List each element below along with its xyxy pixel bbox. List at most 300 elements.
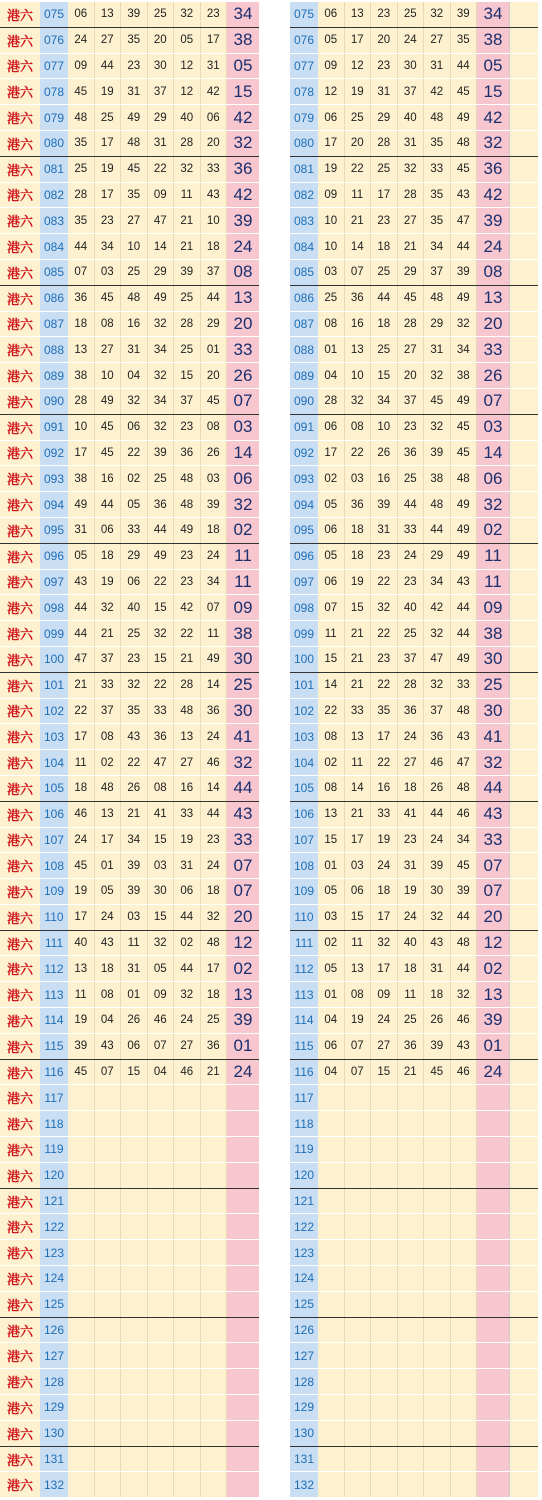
drawn-number	[345, 1318, 372, 1343]
drawn-number: 06	[318, 570, 345, 595]
drawn-number: 41	[398, 802, 425, 827]
drawn-number: 18	[398, 776, 425, 801]
filler-column	[509, 157, 538, 182]
special-number: 12	[477, 931, 509, 956]
drawn-number: 43	[451, 1034, 478, 1059]
table-row	[290, 131, 538, 157]
drawn-number: 48	[121, 286, 148, 311]
table-row	[290, 312, 538, 338]
drawn-number: 29	[398, 260, 425, 285]
drawn-number: 16	[121, 312, 148, 337]
special-number: 20	[477, 905, 509, 930]
issue-number: 111	[40, 931, 68, 956]
special-number	[227, 1447, 259, 1472]
filler-column	[509, 853, 538, 878]
special-number: 15	[477, 79, 509, 104]
drawn-number: 06	[201, 105, 228, 130]
drawn-number: 32	[95, 595, 122, 620]
table-row	[290, 853, 538, 879]
special-number: 41	[477, 724, 509, 749]
issue-number: 108	[40, 853, 68, 878]
drawn-number	[345, 1240, 372, 1265]
special-number: 07	[477, 389, 509, 414]
table-row	[0, 79, 259, 105]
special-number: 30	[477, 699, 509, 724]
drawn-number: 37	[174, 389, 201, 414]
table-row	[0, 441, 259, 467]
drawn-number: 45	[451, 853, 478, 878]
table-row	[0, 208, 259, 234]
drawn-number	[371, 1111, 398, 1136]
issue-number: 110	[290, 905, 318, 930]
drawn-number: 32	[345, 389, 372, 414]
drawn-number: 25	[174, 337, 201, 362]
drawn-number: 37	[424, 260, 451, 285]
drawn-number	[201, 1137, 228, 1162]
drawn-number: 39	[148, 441, 175, 466]
drawn-number	[398, 1163, 425, 1188]
drawn-number	[451, 1447, 478, 1472]
drawn-number: 10	[95, 363, 122, 388]
drawn-number	[68, 1137, 95, 1162]
issue-number: 107	[40, 828, 68, 853]
drawn-number: 17	[201, 956, 228, 981]
drawn-number: 08	[318, 724, 345, 749]
lottery-name-label: 港六	[0, 1137, 40, 1162]
drawn-number: 34	[424, 570, 451, 595]
drawn-number	[174, 1395, 201, 1420]
special-number	[227, 1137, 259, 1162]
issue-number: 122	[40, 1214, 68, 1239]
table-row	[290, 544, 538, 570]
table-row	[290, 879, 538, 905]
drawn-number: 04	[318, 363, 345, 388]
drawn-number: 05	[318, 492, 345, 517]
drawn-number: 35	[424, 131, 451, 156]
drawn-number	[398, 1137, 425, 1162]
lottery-name-label: 港六	[0, 982, 40, 1007]
drawn-number: 48	[451, 776, 478, 801]
drawn-number: 02	[318, 466, 345, 491]
filler-column	[509, 28, 538, 53]
special-number	[477, 1472, 509, 1497]
table-row	[290, 828, 538, 854]
drawn-number	[424, 1214, 451, 1239]
lottery-name-label: 港六	[0, 363, 40, 388]
drawn-number: 44	[451, 234, 478, 259]
drawn-number: 20	[201, 363, 228, 388]
special-number: 44	[227, 776, 259, 801]
lottery-name-label: 港六	[0, 853, 40, 878]
special-number: 13	[227, 286, 259, 311]
drawn-number: 49	[451, 389, 478, 414]
drawn-number: 17	[371, 724, 398, 749]
special-number	[477, 1111, 509, 1136]
special-number	[227, 1343, 259, 1368]
drawn-number: 17	[318, 441, 345, 466]
drawn-number: 01	[95, 853, 122, 878]
filler-column	[509, 312, 538, 337]
issue-number: 095	[290, 518, 318, 543]
drawn-number	[148, 1214, 175, 1239]
drawn-number	[424, 1447, 451, 1472]
drawn-number: 25	[398, 621, 425, 646]
issue-number: 127	[40, 1343, 68, 1368]
filler-column	[509, 337, 538, 362]
special-number	[477, 1163, 509, 1188]
drawn-number: 49	[451, 518, 478, 543]
drawn-number: 25	[174, 286, 201, 311]
drawn-number: 36	[345, 492, 372, 517]
drawn-number	[174, 1189, 201, 1214]
drawn-number: 11	[68, 750, 95, 775]
table-row	[0, 1214, 259, 1240]
drawn-number: 48	[451, 466, 478, 491]
special-number: 24	[227, 234, 259, 259]
lottery-name-label: 港六	[0, 1111, 40, 1136]
table-row	[0, 879, 259, 905]
drawn-number: 28	[318, 389, 345, 414]
drawn-number: 16	[371, 776, 398, 801]
drawn-number	[174, 1266, 201, 1291]
filler-column	[509, 905, 538, 930]
drawn-number: 03	[121, 905, 148, 930]
drawn-number: 16	[174, 776, 201, 801]
drawn-number	[318, 1292, 345, 1317]
drawn-number: 30	[398, 54, 425, 79]
drawn-number: 15	[148, 595, 175, 620]
special-number: 08	[227, 260, 259, 285]
drawn-number: 36	[148, 724, 175, 749]
lottery-name-label: 港六	[0, 1343, 40, 1368]
issue-number: 077	[40, 54, 68, 79]
drawn-number: 35	[121, 183, 148, 208]
drawn-number	[424, 1189, 451, 1214]
drawn-number: 45	[95, 415, 122, 440]
drawn-number	[398, 1240, 425, 1265]
special-number: 11	[477, 544, 509, 569]
issue-number: 098	[40, 595, 68, 620]
table-row	[0, 492, 259, 518]
drawn-number: 18	[201, 518, 228, 543]
drawn-number: 43	[451, 724, 478, 749]
issue-number: 075	[290, 2, 318, 27]
drawn-number	[345, 1266, 372, 1291]
drawn-number: 19	[398, 879, 425, 904]
filler-column	[509, 1266, 538, 1291]
lottery-name-label: 港六	[0, 105, 40, 130]
drawn-number: 44	[174, 956, 201, 981]
table-row	[0, 802, 259, 828]
drawn-number	[68, 1395, 95, 1420]
drawn-number: 22	[345, 441, 372, 466]
drawn-number: 44	[174, 905, 201, 930]
drawn-number: 44	[451, 621, 478, 646]
table-row	[290, 1137, 538, 1163]
special-number: 24	[477, 1060, 509, 1085]
drawn-number	[345, 1472, 372, 1497]
drawn-number: 34	[201, 570, 228, 595]
filler-column	[509, 466, 538, 491]
drawn-number: 31	[68, 518, 95, 543]
special-number: 34	[227, 2, 259, 27]
table-row	[0, 1395, 259, 1421]
lottery-name-label: 港六	[0, 1240, 40, 1265]
drawn-number: 49	[174, 518, 201, 543]
issue-number: 120	[40, 1163, 68, 1188]
drawn-number	[398, 1343, 425, 1368]
drawn-number: 46	[148, 1008, 175, 1033]
drawn-number: 40	[174, 105, 201, 130]
issue-number: 107	[290, 828, 318, 853]
drawn-number: 46	[451, 1008, 478, 1033]
special-number: 06	[477, 466, 509, 491]
drawn-number: 35	[424, 208, 451, 233]
drawn-number	[95, 1472, 122, 1497]
drawn-number: 03	[201, 466, 228, 491]
special-number: 43	[227, 802, 259, 827]
drawn-number	[148, 1472, 175, 1497]
drawn-number	[318, 1163, 345, 1188]
drawn-number: 13	[68, 337, 95, 362]
table-row	[0, 1318, 259, 1344]
drawn-number	[318, 1137, 345, 1162]
table-row	[0, 260, 259, 286]
lottery-name-label: 港六	[0, 1085, 40, 1110]
table-row	[0, 647, 259, 673]
issue-number: 094	[290, 492, 318, 517]
table-row	[290, 234, 538, 260]
filler-column	[509, 828, 538, 853]
special-number: 42	[227, 105, 259, 130]
table-row	[290, 389, 538, 415]
drawn-number: 19	[371, 828, 398, 853]
drawn-number: 44	[451, 54, 478, 79]
drawn-number: 32	[174, 2, 201, 27]
drawn-number: 04	[121, 363, 148, 388]
drawn-number	[95, 1137, 122, 1162]
table-row	[0, 1369, 259, 1395]
issue-number: 106	[290, 802, 318, 827]
drawn-number: 11	[345, 931, 372, 956]
drawn-number: 18	[201, 234, 228, 259]
drawn-number: 39	[121, 879, 148, 904]
special-number: 07	[477, 853, 509, 878]
filler-column	[509, 544, 538, 569]
drawn-number: 25	[121, 260, 148, 285]
drawn-number: 44	[371, 286, 398, 311]
special-number: 32	[227, 492, 259, 517]
drawn-number: 18	[371, 234, 398, 259]
issue-number: 117	[40, 1085, 68, 1110]
drawn-number: 17	[345, 828, 372, 853]
drawn-number: 40	[68, 931, 95, 956]
table-row	[0, 544, 259, 570]
issue-number: 094	[40, 492, 68, 517]
filler-column	[509, 1292, 538, 1317]
drawn-number: 35	[68, 131, 95, 156]
issue-number: 083	[40, 208, 68, 233]
filler-column	[509, 1421, 538, 1446]
drawn-number	[345, 1111, 372, 1136]
drawn-number: 45	[201, 389, 228, 414]
drawn-number: 49	[95, 389, 122, 414]
special-number	[477, 1369, 509, 1394]
drawn-number: 23	[121, 647, 148, 672]
lottery-name-label: 港六	[0, 905, 40, 930]
drawn-number	[371, 1318, 398, 1343]
issue-number: 132	[40, 1472, 68, 1497]
filler-column	[509, 931, 538, 956]
drawn-number: 15	[345, 595, 372, 620]
issue-number: 091	[290, 415, 318, 440]
table-row	[0, 1421, 259, 1447]
drawn-number: 33	[398, 518, 425, 543]
drawn-number: 33	[451, 673, 478, 698]
drawn-number: 43	[424, 931, 451, 956]
drawn-number: 28	[398, 183, 425, 208]
drawn-number	[148, 1163, 175, 1188]
drawn-number: 24	[95, 905, 122, 930]
special-number	[227, 1189, 259, 1214]
lottery-name-label: 港六	[0, 802, 40, 827]
drawn-number: 12	[174, 54, 201, 79]
drawn-number: 24	[201, 724, 228, 749]
drawn-number: 10	[68, 415, 95, 440]
drawn-number	[318, 1240, 345, 1265]
drawn-number: 45	[95, 441, 122, 466]
special-number: 01	[477, 1034, 509, 1059]
drawn-number: 34	[451, 337, 478, 362]
drawn-number	[201, 1163, 228, 1188]
drawn-number: 35	[371, 699, 398, 724]
drawn-number: 44	[424, 518, 451, 543]
filler-column	[509, 441, 538, 466]
drawn-number: 23	[174, 544, 201, 569]
special-number: 09	[227, 595, 259, 620]
issue-number: 081	[40, 157, 68, 182]
drawn-number	[174, 1472, 201, 1497]
drawn-number: 02	[121, 466, 148, 491]
drawn-number	[121, 1369, 148, 1394]
drawn-number	[148, 1292, 175, 1317]
drawn-number: 44	[201, 802, 228, 827]
drawn-number: 13	[345, 956, 372, 981]
drawn-number	[318, 1189, 345, 1214]
drawn-number: 31	[121, 337, 148, 362]
drawn-number	[201, 1189, 228, 1214]
filler-column	[509, 776, 538, 801]
drawn-number: 07	[95, 1060, 122, 1085]
special-number	[227, 1395, 259, 1420]
drawn-number: 03	[95, 260, 122, 285]
drawn-number: 10	[201, 208, 228, 233]
special-number: 38	[227, 621, 259, 646]
issue-number: 098	[290, 595, 318, 620]
drawn-number: 37	[148, 79, 175, 104]
drawn-number	[95, 1085, 122, 1110]
special-number: 03	[477, 415, 509, 440]
drawn-number: 05	[174, 28, 201, 53]
table-row	[290, 1343, 538, 1369]
drawn-number: 48	[174, 466, 201, 491]
issue-number: 096	[40, 544, 68, 569]
drawn-number	[148, 1447, 175, 1472]
drawn-number	[201, 1395, 228, 1420]
table-row	[290, 518, 538, 544]
drawn-number: 19	[95, 570, 122, 595]
table-row	[290, 1472, 538, 1498]
filler-column	[509, 1008, 538, 1033]
drawn-number	[174, 1343, 201, 1368]
lottery-name-label: 港六	[0, 492, 40, 517]
drawn-number: 10	[121, 234, 148, 259]
drawn-number: 17	[318, 131, 345, 156]
drawn-number	[95, 1163, 122, 1188]
drawn-number: 39	[451, 2, 478, 27]
drawn-number	[451, 1369, 478, 1394]
drawn-number	[318, 1395, 345, 1420]
drawn-number: 26	[201, 441, 228, 466]
drawn-number: 23	[121, 54, 148, 79]
drawn-number: 34	[148, 337, 175, 362]
table-row	[290, 1395, 538, 1421]
drawn-number	[398, 1214, 425, 1239]
drawn-number: 03	[318, 905, 345, 930]
issue-number: 099	[290, 621, 318, 646]
drawn-number: 07	[345, 260, 372, 285]
filler-column	[509, 1240, 538, 1265]
issue-number: 079	[40, 105, 68, 130]
drawn-number: 10	[318, 208, 345, 233]
drawn-number: 04	[318, 1060, 345, 1085]
drawn-number	[201, 1369, 228, 1394]
filler-column	[509, 1343, 538, 1368]
drawn-number: 32	[148, 415, 175, 440]
drawn-number: 13	[174, 724, 201, 749]
table-row	[0, 1085, 259, 1111]
filler-column	[509, 208, 538, 233]
drawn-number	[424, 1266, 451, 1291]
filler-column	[509, 1447, 538, 1472]
special-number	[477, 1395, 509, 1420]
drawn-number: 07	[201, 595, 228, 620]
issue-number: 090	[40, 389, 68, 414]
drawn-number: 44	[424, 802, 451, 827]
drawn-number: 02	[95, 750, 122, 775]
drawn-number	[174, 1318, 201, 1343]
issue-number: 114	[40, 1008, 68, 1033]
drawn-number: 39	[451, 260, 478, 285]
filler-column	[509, 54, 538, 79]
drawn-number: 22	[121, 441, 148, 466]
table-row	[0, 905, 259, 931]
issue-number: 097	[40, 570, 68, 595]
drawn-number: 16	[95, 466, 122, 491]
drawn-number	[451, 1189, 478, 1214]
special-number: 20	[227, 905, 259, 930]
drawn-number	[68, 1318, 95, 1343]
drawn-number: 44	[68, 595, 95, 620]
lottery-name-label: 港六	[0, 879, 40, 904]
drawn-number: 44	[398, 492, 425, 517]
drawn-number: 15	[318, 828, 345, 853]
filler-column	[509, 621, 538, 646]
drawn-number: 31	[398, 131, 425, 156]
special-number: 32	[227, 750, 259, 775]
issue-number: 089	[40, 363, 68, 388]
special-number: 32	[477, 750, 509, 775]
